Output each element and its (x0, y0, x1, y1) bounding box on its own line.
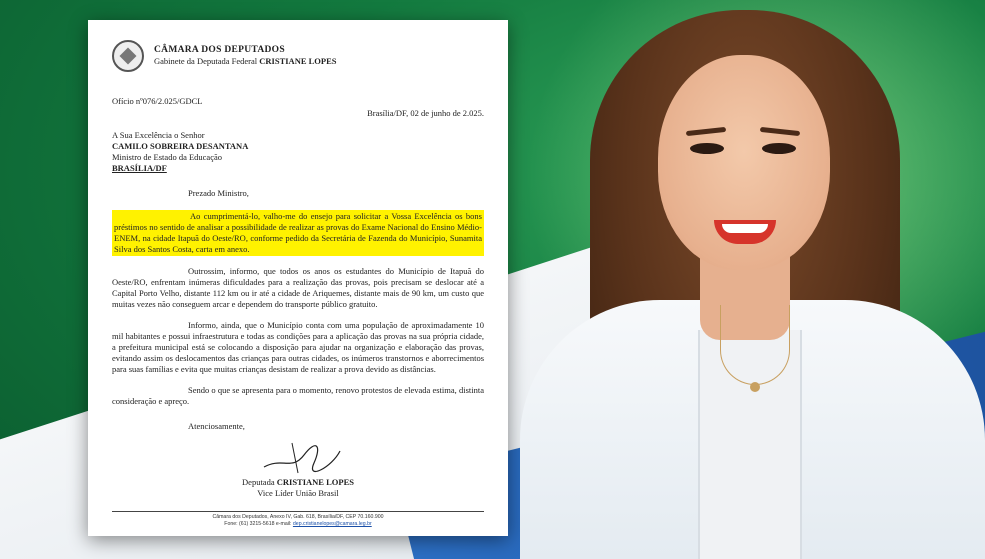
portrait-face (658, 55, 830, 270)
left-eye (690, 143, 724, 154)
footer-address: Câmara dos Deputados, Anexo IV, Gab. 618, Brasília/DF, CEP 70.160.900 (212, 514, 384, 520)
portrait-photo (520, 0, 985, 559)
paragraph-4: Sendo o que se apresenta para o momento, renovo protestos de elevada estima, distinta consideração e apreço. (112, 385, 484, 406)
official-letter (88, 20, 508, 536)
coat-of-arms-icon (112, 40, 144, 72)
signer-prefix: Deputada (242, 477, 275, 487)
closing: Atenciosamente, (188, 421, 245, 431)
letter-reference: Ofício nº076/2.025/GDCL (112, 96, 203, 106)
left-eyebrow (686, 127, 726, 136)
cabinet-line (154, 56, 337, 67)
right-eyebrow (760, 127, 800, 136)
greeting: Prezado Ministro, (188, 188, 249, 198)
cabinet-name: CRISTIANE LOPES (259, 56, 337, 66)
signer-block (112, 477, 484, 499)
paragraph-3: Informo, ainda, que o Município conta com uma população de aproximadamente 10 mil habitantes e possui infraestrutura e todas as condições para a aplicação das provas na sua própria cidade, a prefeitura municipal está se colocando a disposição para ajudar na organização e elaboração das provas, evitando assim os deslocamentos das crianças para outras cidades, os inúmeros transtornos e aborrecimentos para suas famílias e evita que muitas crianças desistam de realizar a prova devido as distâncias. (112, 320, 484, 374)
recipient-city: BRASÍLIA/DF (112, 163, 167, 173)
paragraph-2: Outrossim, informo, que todos os anos os estudantes do Município de Itapuã do Oeste/RO, enfrentam inúmeras dificuldades para a realização das provas, pois precisam se deslocar até a Capital Porto Velho, distante 112 km ou ir até a cidade de Ariquemes, distante mais de 90 km, um custo que muitas vezes não conseguem arcar e dependem do transporte público gratuito. (112, 266, 484, 309)
paragraph-highlighted: Ao cumprimentá-lo, valho-me do ensejo para solicitar a Vossa Excelência os bons préstimos no sentido de analisar a possibilidade de realizar as provas do Exame Nacional do Ensino Médio-ENEM, na cidade Itapuã do Oeste/RO, conforme pedido da Secretária de Fazenda do Município, Sunamita Silva dos Santos Costa, carta em anexo. (114, 211, 482, 254)
right-eye (762, 143, 796, 154)
smile (714, 220, 776, 244)
recipient-role: Ministro de Estado da Educação (112, 152, 222, 162)
letter-header (112, 36, 484, 76)
recipient-name: CAMILO SOBREIRA DESANTANA (112, 141, 249, 151)
footer-contact: Fone: (61) 3215-5618 e-mail: (224, 521, 292, 527)
institution-name: CÂMARA DOS DEPUTADOS (154, 45, 285, 55)
signer-name: CRISTIANE LOPES (276, 477, 354, 487)
recipient-block (112, 130, 484, 174)
recipient-salutation: A Sua Excelência o Senhor (112, 130, 205, 140)
cabinet-prefix: Gabinete da Deputada Federal (154, 56, 258, 66)
footer-email: dep.cristianelopes@camara.leg.br (292, 521, 372, 527)
signature-area (112, 437, 484, 477)
letter-date: Brasília/DF, 02 de junho de 2.025. (367, 108, 484, 118)
pendant (750, 382, 760, 392)
signer-role: Vice Líder União Brasil (257, 488, 339, 498)
letter-footer (112, 511, 484, 528)
necklace (720, 305, 790, 385)
handwritten-signature (262, 437, 342, 477)
